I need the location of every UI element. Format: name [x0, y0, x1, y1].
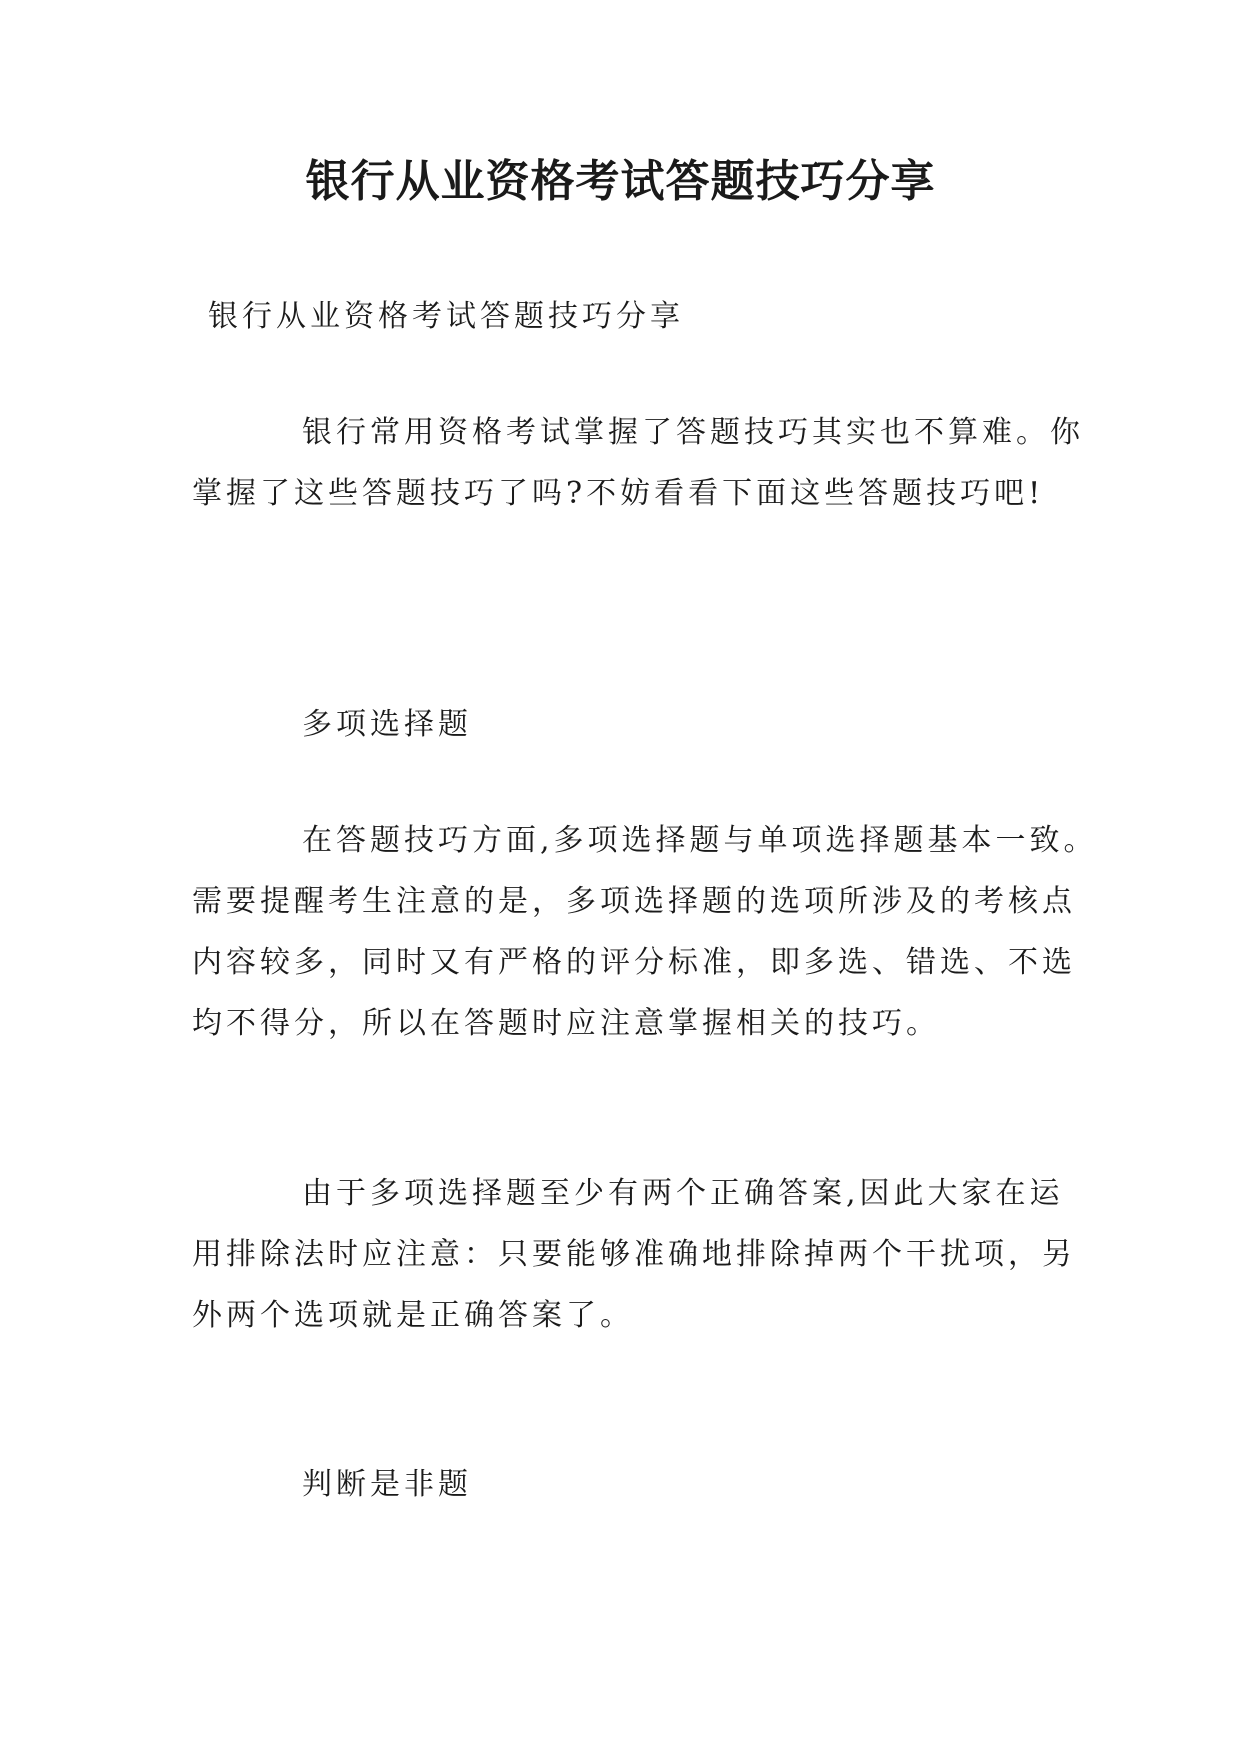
- paragraph-line: 在答题技巧方面,多项选择题与单项选择题基本一致。: [302, 823, 1098, 858]
- paragraph-line: 由于多项选择题至少有两个正确答案,因此大家在运: [302, 1176, 1064, 1211]
- multiple-choice-paragraph-2: [192, 1163, 1076, 1346]
- document-title: 银行从业资格考试答题技巧分享: [305, 156, 936, 207]
- paragraph-line: 用排除法时应注意：只要能够准确地排除掉两个干扰项，另: [192, 1237, 1076, 1272]
- paragraph-line: 外两个选项就是正确答案了。: [192, 1298, 634, 1333]
- multiple-choice-paragraph-1: [192, 810, 1098, 1054]
- paragraph-line: 银行常用资格考试掌握了答题技巧其实也不算难。你: [302, 415, 1084, 450]
- intro-paragraph: [192, 402, 1084, 524]
- paragraph-line: 需要提醒考生注意的是，多项选择题的选项所涉及的考核点: [192, 884, 1076, 919]
- paragraph-line: 均不得分，所以在答题时应注意掌握相关的技巧。: [192, 1006, 940, 1041]
- document-subtitle: 银行从业资格考试答题技巧分享: [208, 299, 684, 334]
- paragraph-line: 掌握了这些答题技巧了吗?不妨看看下面这些答题技巧吧!: [192, 476, 1045, 511]
- section-heading-true-false: 判断是非题: [302, 1467, 472, 1502]
- paragraph-line: 内容较多，同时又有严格的评分标准，即多选、错选、不选: [192, 945, 1076, 980]
- section-heading-multiple-choice: 多项选择题: [302, 707, 472, 742]
